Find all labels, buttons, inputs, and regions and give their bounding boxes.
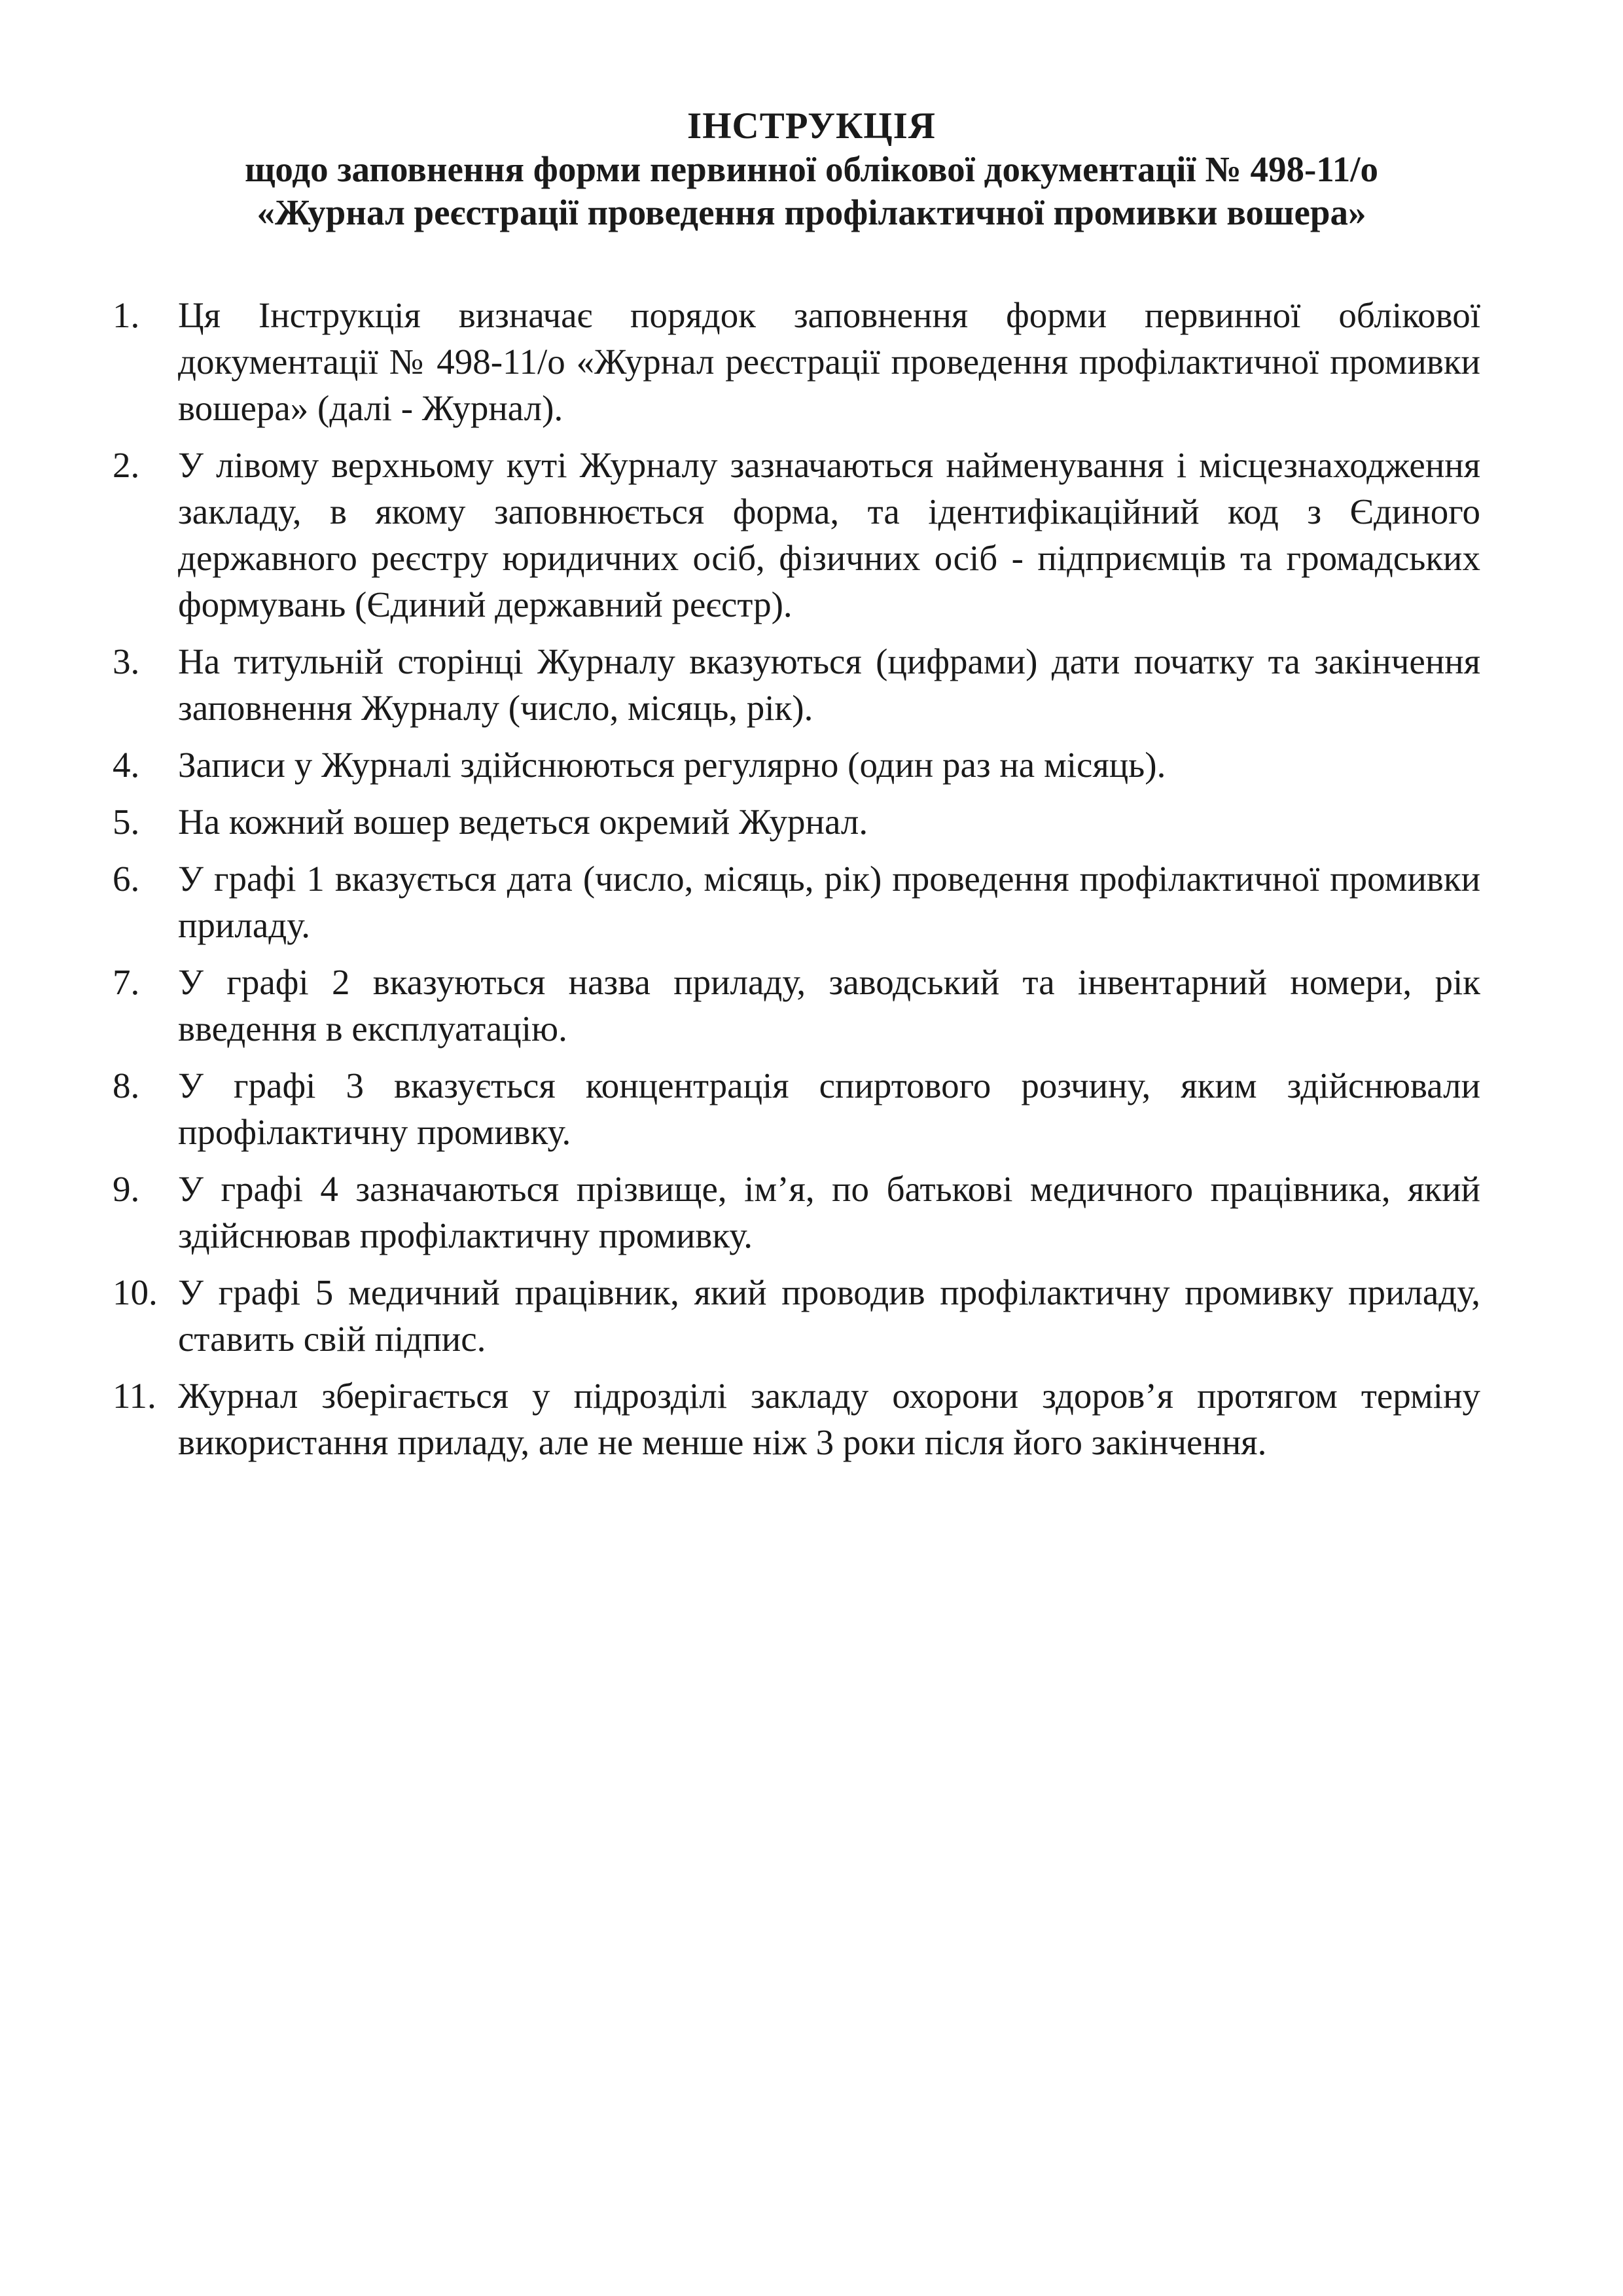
item-text: Записи у Журналі здійснюються регулярно (один раз на місяць).: [178, 745, 1166, 785]
instruction-item: [113, 959, 1480, 1052]
item-text: У графі 5 медичний працівник, який проводив профілактичну промивку приладу, ставить свій підпис.: [178, 1272, 1480, 1359]
item-number: 5.: [113, 802, 140, 842]
instruction-item: [113, 442, 1480, 628]
instruction-item: [113, 1166, 1480, 1259]
item-number: 10.: [113, 1272, 158, 1312]
item-text: На титульній сторінці Журналу вказуються (цифрами) дати початку та закінчення заповнення Журналу (число, місяць, рік).: [178, 641, 1480, 728]
document-title: ІНСТРУКЦІЯ: [687, 105, 936, 147]
document-subtitle-line-2: «Журнал реєстрації проведення профілактичної промивки вошера»: [257, 192, 1366, 232]
item-number: 11.: [113, 1376, 156, 1416]
item-text: У графі 3 вказується концентрація спиртового розчину, яким здійснювали профілактичну промивку.: [178, 1066, 1480, 1152]
instruction-item: [113, 742, 1480, 788]
instruction-item: [113, 855, 1480, 948]
item-number: 2.: [113, 445, 140, 485]
document-subtitle-line-1: щодо заповнення форми первинної облікової документації № 498-11/о: [244, 149, 1379, 189]
instruction-item: [113, 1372, 1480, 1465]
item-text: Журнал зберігається у підрозділі закладу охорони здоров’я протягом терміну використання приладу, але не менше ніж 3 роки після його закінчення.: [178, 1376, 1480, 1462]
instruction-item: [113, 292, 1480, 431]
document-header: [131, 105, 1492, 234]
instruction-list: [113, 292, 1480, 1476]
item-number: 8.: [113, 1066, 140, 1105]
item-number: 9.: [113, 1169, 140, 1209]
item-text: На кожний вошер ведеться окремий Журнал.: [178, 802, 868, 842]
item-number: 3.: [113, 641, 140, 681]
item-text: У графі 2 вказуються назва приладу, заводський та інвентарний номери, рік введення в експлуатацію.: [178, 962, 1480, 1049]
item-number: 4.: [113, 745, 140, 785]
item-text: У графі 4 зазначаються прізвище, ім’я, по батькові медичного працівника, який здійснював профілактичну промивку.: [178, 1169, 1480, 1255]
instruction-item: [113, 638, 1480, 731]
instruction-item: [113, 1269, 1480, 1362]
item-text: У графі 1 вказується дата (число, місяць, рік) проведення профілактичної промивки приладу.: [178, 859, 1480, 945]
item-number: 6.: [113, 859, 140, 899]
item-number: 7.: [113, 962, 140, 1002]
instruction-item: [113, 1062, 1480, 1155]
instruction-item: [113, 798, 1480, 845]
item-text: Ця Інструкція визначає порядок заповнення форми первинної облікової документації № 498-11/о «Журнал реєстрації проведення профілактичної промивки вошера» (далі - Журнал).: [178, 295, 1480, 428]
item-text: У лівому верхньому куті Журналу зазначаються найменування і місцезнаходження закладу, в якому заповнюється форма, та ідентифікаційний код з Єдиного державного реєстру юридичних осіб, фізичних осіб - підприємців та громадських формувань (Єдиний державний реєстр).: [178, 445, 1480, 624]
item-number: 1.: [113, 295, 140, 335]
